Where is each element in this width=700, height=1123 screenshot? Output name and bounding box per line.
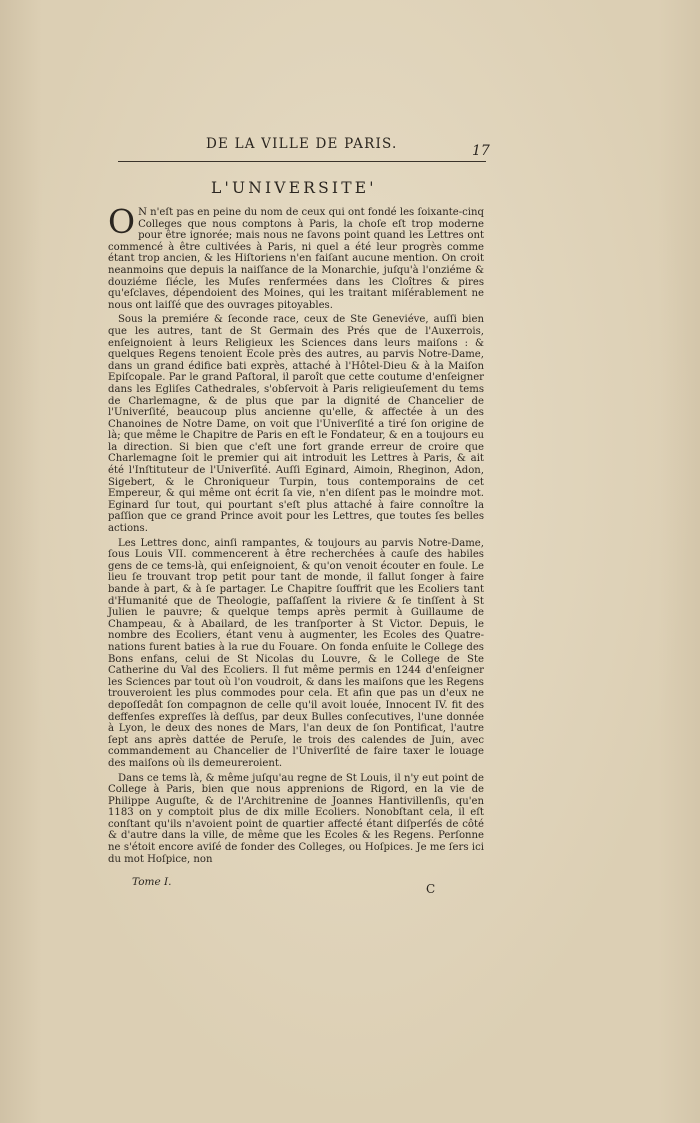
paragraph-1 — [108, 202, 484, 311]
paragraph-3: Les Lettres donc, ainſi rampantes, & toujours au parvis Notre-Dame, ſous Louis VII. commencerent à être recherchées à cauſe des habiles gens de ce tems-là, qui enſeignoient, & qu'on venoit écouter en foule. Le lieu ſe trouvant trop petit pour tant de monde, il fallut ſonger à faire bande à part, & à ſe partager. Le Chapitre ſouffrit que les Ecoliers tant d'Humanité que de Theologie, paſſaſſent la riviere & ſe tinſſent à St Julien le pauvre; & quelque temps après permit à Guillaume de Champeau, & à Abailard, de les tranſporter à St Victor. Depuis, le nombre des Ecoliers, étant venu à augmenter, les Ecoles des Quatre-nations furent baties à la rue du Fouare. On fonda enſuite le College des Bons enfans, celui de St Nicolas du Louvre, & le College de Ste Catherine du Val des Ecoliers. Il fut même permis en 1244 d'enſeigner les Sciences par tout où l'on voudroit, & dans les maiſons que les Regens trouveroient les plus commodes pour cela. Et afin que pas un d'eux ne depoſſedât ſon compagnon de celle qu'il avoit louée, Innocent IV. fit des deffenſes expreſſes là deſſus, par deux Bulles conſecutives, l'une donnée à Lyon, le deux des nones de Mars, l'an deux de ſon Pontificat, l'autre ſept ans après dattée de Peruſe, le trois des calendes de Juin, avec commandement au Chancelier de l'Univerſité de faire taxer le louage des maiſons où ils demeureroient. — [108, 537, 484, 769]
body-text — [108, 202, 484, 868]
paragraph-1-text: N n'eſt pas en peine du nom de ceux qui ont fondé les ſoixante-cinq Colleges que nous comptons à Paris, la choſe eſt trop moderne pour être ignorée; mais nous ne ſavons point quand les Lettres ont commencé à être cultivées à Paris, ni quel a été leur progrès comme étant trop ancien, & les Hiſtoriens n'en faiſant aucune mention. On croit neanmoins que depuis la naiſſance de la Monarchie, juſqu'à l'onziéme & douziéme ſiécle, les Muſes renfermées dans les Cloîtres & pires qu'eſclaves, dépendoient des Moines, qui les traitant miſérablement ne nous ont laiſſé que des ouvrages pitoyables. — [108, 207, 484, 311]
running-head: DE LA VILLE DE PARIS. — [206, 136, 398, 152]
paragraph-2: Sous la premiére & ſeconde race, ceux de Ste Geneviéve, auſſi bien que les autres, tant de St Germain des Prés que de l'Auxerrois, enſeignoient à leurs Religieux les Sciences dans leurs maiſons : & quelques Regens tenoient Ecole près des autres, au parvis Notre-Dame, dans un grand édifice bati exprès, attaché à l'Hôtel-Dieu & à la Maiſon Epiſcopale. Par le grand Paſtoral, il paroît que cette coutume d'enſeigner dans les Egliſes Cathedrales, s'obſervoit à Paris religieuſement du tems de Charlemagne, & de plus que par la dignité de Chancelier de l'Univerſité, beaucoup plus ancienne qu'elle, & affectée à un des Chanoines de Notre Dame, on voit que l'Univerſité a tiré ſon origine de là; que même le Chapitre de Paris en eſt le Fondateur, & en a toujours eu la direction. Si bien que c'eſt une fort grande erreur de croire que Charlemagne ſoit le premier qui ait introduit les Lettres à Paris, & ait été l'Inſtituteur de l'Univerſité. Auſſi Eginard, Aimoin, Rheginon, Adon, Sigebert, & le Chroniqueur Turpin, tous contemporains de cet Empereur, & qui même ont écrit ſa vie, n'en diſent pas le moindre mot. Eginard ſur tout, qui pourtant s'eſt plus attaché à faire connoître la paſſion que ce grand Prince avoit pour les Lettres, que toutes ſes belles actions. — [108, 314, 484, 535]
signature-mark: C — [426, 882, 436, 896]
drop-cap: O — [108, 202, 136, 241]
tome-label: Tome I. — [132, 876, 172, 888]
header-rule — [118, 161, 486, 162]
page-number: 17 — [472, 143, 490, 159]
section-title: L'UNIVERSITE' — [211, 179, 377, 197]
paragraph-4: Dans ce tems là, & même juſqu'au regne de St Louis, il n'y eut point de College à Paris, bien que nous apprenions de Rigord, en la vie de Philippe Auguſte, & de l'Architrenine de Joannes Hantivillenſis, qu'en 1183 on y comptoit plus de dix mille Ecoliers. Nonobſtant cela, il eſt conſtant qu'ils n'avoient point de quartier affecté étant diſperſés de côté & d'autre dans la ville, de même que les Ecoles & les Regens. Perſonne ne s'étoit encore aviſé de fonder des Colleges, ou Hoſpices. Je me ſers ici du mot Hoſpice, non — [108, 772, 484, 865]
